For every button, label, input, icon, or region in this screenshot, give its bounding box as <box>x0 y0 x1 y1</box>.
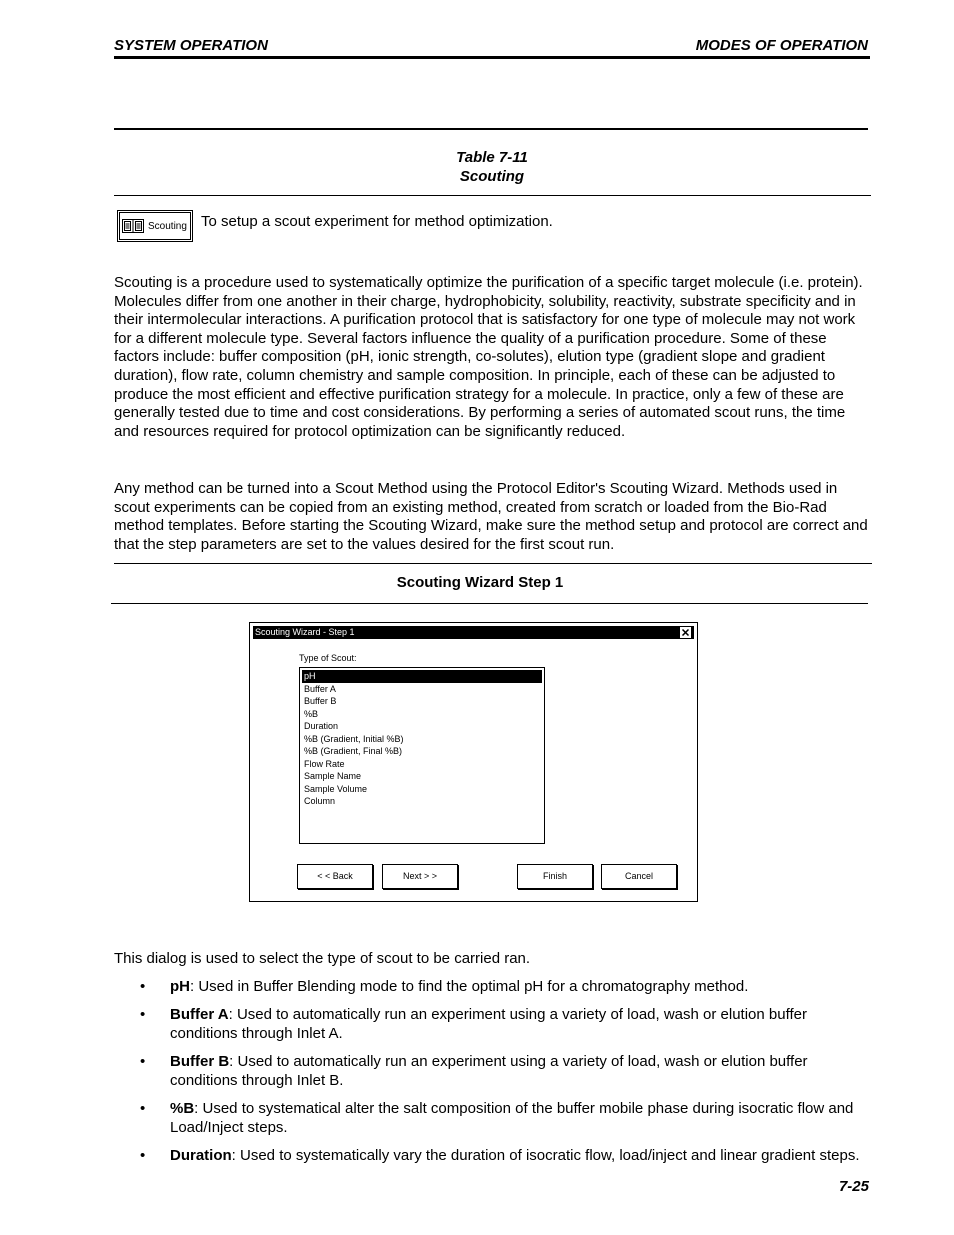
table-title: Scouting <box>459 168 525 185</box>
bullet-text <box>170 1053 870 1090</box>
table-caption-rule <box>114 195 871 196</box>
bullet-text <box>170 1100 870 1137</box>
scouting-wizard-dialog <box>249 622 698 902</box>
section-bottom-rule <box>111 603 868 604</box>
bullet-text <box>170 1006 870 1043</box>
cancel-button[interactable]: Cancel <box>601 864 677 889</box>
bullet-description: : Used in Buffer Blending mode to find the optimal pH for a chromatography method. <box>190 978 749 995</box>
bullet-marker: • <box>140 978 146 995</box>
list-item-ph[interactable]: pH <box>302 670 542 683</box>
paragraph-intro: Scouting is a procedure used to systematically optimize the purification of a specific target molecule (i.e. protein). Molecules differ from one another in their charge, hydrophobicity, solubility, reactivity, substrate specificity and in their intermolecular interactions. A purification protocol that is satisfactory for one type of molecule may not work for a different molecule type. Several factors influence the quality of a purification procedure. Some of these factors include: buffer composition (pH, ionic strength, co-solutes), elution type (gradient slope and gradient duration), flow rate, column chemistry and sample composition. In principle, each of these can be adjusted to produce the most efficient and effective purification strategy for a molecule. In practice, only a few of these are generally tested due to time and cost considerations. By performing a series of automated scout runs, the time and resources required for protocol optimization can be significantly reduced. <box>114 274 863 440</box>
bullet-description: : Used to automatically run an experiment using a variety of load, wash or elution buffer conditions through Inlet A. <box>170 1006 807 1042</box>
scouting-button-label: Scouting <box>148 220 187 232</box>
scouting-button[interactable] <box>117 210 193 242</box>
section-heading: Scouting Wizard Step 1 <box>396 574 564 591</box>
bullet-marker: • <box>140 1147 146 1164</box>
back-button[interactable]: < < Back <box>297 864 373 889</box>
header-rule <box>114 56 870 59</box>
list-item-sample-name[interactable]: Sample Name <box>304 771 362 781</box>
finish-button[interactable]: Finish <box>517 864 593 889</box>
bullet-marker: • <box>140 1053 146 1070</box>
bullet-marker: • <box>140 1100 146 1117</box>
section-top-rule <box>114 563 872 564</box>
scouting-description: To setup a scout experiment for method optimization. <box>201 213 553 230</box>
dialog-description: This dialog is used to select the type of scout to be carried ran. <box>114 950 531 967</box>
bullet-term: %B <box>170 1100 195 1117</box>
list-item-duration[interactable]: Duration <box>304 721 339 731</box>
header-chapter-title: MODES OF OPERATION <box>695 37 868 54</box>
book-icon <box>122 219 144 233</box>
paragraph-method: Any method can be turned into a Scout Method using the Protocol Editor's Scouting Wizard. Methods used in scout experiments can be copied from an existing method, created from scratch or loaded from the Bio-Rad method templates. Before starting the Scouting Wizard, make sure the method setup and protocol are correct and that the step parameters are set to the values desired for the first scout run. <box>114 480 868 553</box>
bullet-description: : Used to automatically run an experiment using a variety of load, wash or elution buffer conditions through Inlet B. <box>170 1053 808 1089</box>
next-button[interactable]: Next > > <box>382 864 458 889</box>
list-item-flow-rate[interactable]: Flow Rate <box>304 758 345 769</box>
bullet-text <box>170 978 870 997</box>
dialog-title-bar <box>253 626 694 639</box>
list-item-gradient-final[interactable]: %B (Gradient, Final %B) <box>304 746 403 756</box>
page-number: 7-25 <box>838 1178 869 1195</box>
bullet-description: : Used to systematical alter the salt composition of the buffer mobile phase during isocratic flow and Load/Inject steps. <box>170 1100 854 1136</box>
list-item-column[interactable]: Column <box>304 796 336 806</box>
bullet-term: pH <box>170 978 190 995</box>
bullet-text <box>170 1147 870 1166</box>
close-icon <box>681 628 690 637</box>
list-item-sample-volume[interactable]: Sample Volume <box>304 783 368 794</box>
type-of-scout-label: Type of Scout: <box>299 653 357 663</box>
list-item-buffer-a[interactable]: Buffer A <box>304 683 336 694</box>
header-section-title: SYSTEM OPERATION <box>114 37 268 54</box>
dialog-title: Scouting Wizard - Step 1 <box>255 627 355 637</box>
list-item-gradient-initial[interactable]: %B (Gradient, Initial %B) <box>304 733 404 744</box>
close-button[interactable] <box>680 627 691 638</box>
bullet-term: Buffer B <box>170 1053 230 1070</box>
bullet-term: Duration <box>170 1147 232 1164</box>
scout-type-listbox[interactable] <box>299 667 545 844</box>
bullet-marker: • <box>140 1006 146 1023</box>
table-top-rule <box>114 128 868 130</box>
list-item-percent-b[interactable]: %B <box>304 708 319 719</box>
bullet-term: Buffer A <box>170 1006 229 1023</box>
bullet-description: : Used to systematically vary the duration of isocratic flow, load/inject and linear gradient steps. <box>231 1147 860 1164</box>
list-item-buffer-b[interactable]: Buffer B <box>304 696 337 706</box>
table-number: Table 7-11 <box>456 149 528 166</box>
